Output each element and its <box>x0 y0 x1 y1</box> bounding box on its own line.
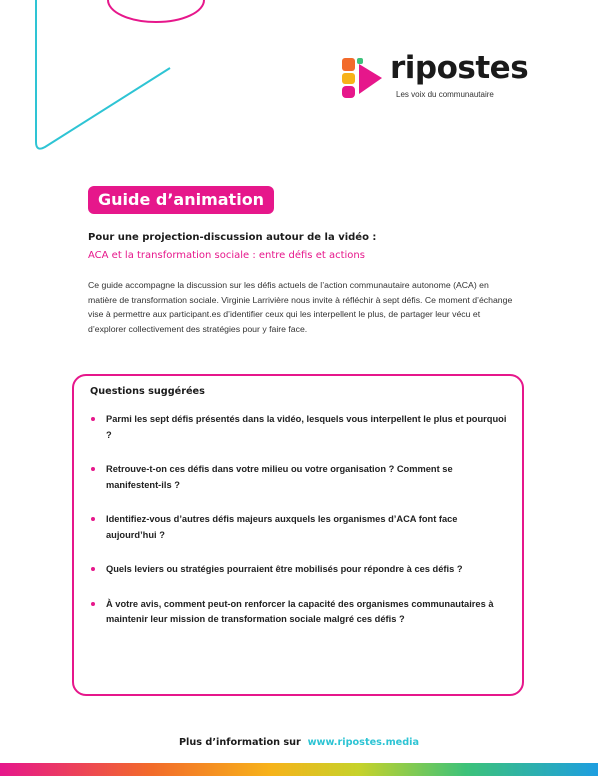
bullet-icon <box>91 567 95 571</box>
bullet-icon <box>91 602 95 606</box>
bullet-icon <box>91 517 95 521</box>
rainbow-footer-bar <box>0 763 598 776</box>
question-text: Quels leviers ou stratégies pourraient être mobilisés pour répondre à ces défis ? <box>106 564 463 574</box>
bullet-icon <box>91 417 95 421</box>
intro-subtitle: ACA et la transformation sociale : entre défis et actions <box>88 250 365 261</box>
questions-title: Questions suggérées <box>90 386 205 397</box>
logo-tagline: Les voix du communautaire <box>396 90 494 99</box>
ripostes-logo <box>340 52 550 108</box>
list-item <box>88 412 508 443</box>
list-item <box>88 597 508 628</box>
list-item <box>88 512 508 543</box>
list-item <box>88 462 508 493</box>
intro-title: Pour une projection-discussion autour de la vidéo : <box>88 232 377 243</box>
questions-list <box>88 412 508 647</box>
question-text: Identifiez-vous d’autres défis majeurs auxquels les organismes d’ACA font face aujourd’hui ? <box>106 514 458 540</box>
website-link[interactable]: www.ripostes.media <box>307 737 420 748</box>
ripostes-logo-icon <box>340 56 384 100</box>
question-text: Retrouve-t-on ces défis dans votre milieu ou votre organisation ? Comment se manifestent-ils ? <box>106 464 453 490</box>
decorative-outline-shapes <box>0 0 260 160</box>
question-text: À votre avis, comment peut-on renforcer la capacité des organismes communautaires à maintenir leur mission de transformation sociale malgré ces défis ? <box>106 598 494 624</box>
footer-label: Plus d’information sur <box>178 737 301 748</box>
logo-wordmark: ripostes <box>390 50 529 86</box>
pink-circle-outline <box>108 0 204 22</box>
guide-badge: Guide d’animation <box>88 186 274 214</box>
intro-body: Ce guide accompagne la discussion sur les défis actuels de l’action communautaire autonome (ACA) en matière de transformation sociale. Virginie Larrivière nous invite à réfléchir à sept défis. Ce moment d’échange vise à permettre aux participant.es d’identifier ceux qui les interpellent le plus, de partager leur vécu et d’explorer collectivement des stratégies pour y faire face. <box>88 280 513 334</box>
questions-box <box>72 374 524 696</box>
question-text: Parmi les sept défis présentés dans la vidéo, lesquels vous interpellent le plus et pourquoi ? <box>106 414 507 440</box>
bullet-icon <box>91 467 95 471</box>
list-item <box>88 562 508 578</box>
footer <box>0 737 598 748</box>
